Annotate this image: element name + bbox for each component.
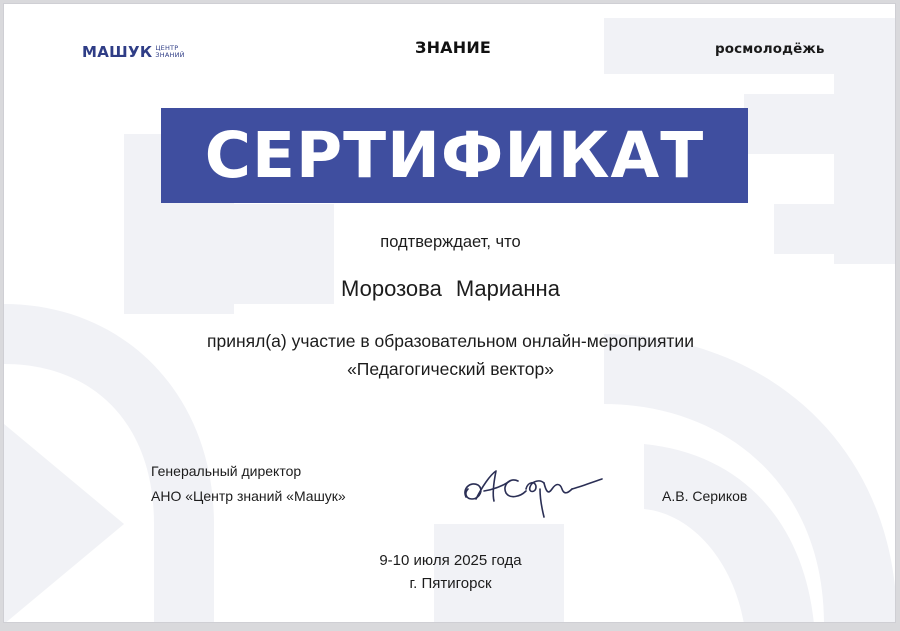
participation-text: принял(а) участие в образовательном онлайн-мероприятии xyxy=(207,331,694,351)
certificate-heading: СЕРТИФИКАТ xyxy=(204,119,705,192)
signatory-name: А.В. Сериков xyxy=(662,488,748,504)
mashuk-logo-subtext xyxy=(155,45,184,59)
certificate-sheet xyxy=(3,3,896,623)
signatory-position-line-2: АНО «Центр знаний «Машук» xyxy=(151,488,346,504)
confirms-text: подтверждает, что xyxy=(380,233,521,251)
handwritten-signature xyxy=(456,459,606,519)
mashuk-logo xyxy=(82,40,185,64)
background-pattern xyxy=(4,4,896,623)
mashuk-logo-subline-2: ЗНАНИЙ xyxy=(155,51,185,59)
znanie-logo: ЗНАНИЕ xyxy=(415,38,492,57)
signatory-position-line-1: Генеральный директор xyxy=(151,463,302,479)
mashuk-logo-text: МАШУК xyxy=(82,43,153,61)
rosmolodezh-logo: росмолодёжь xyxy=(715,41,825,57)
event-dates: 9-10 июля 2025 года xyxy=(379,552,522,569)
event-title: «Педагогический вектор» xyxy=(347,359,554,379)
certificate-banner xyxy=(161,108,748,203)
recipient-given-name: Марианна xyxy=(455,276,560,301)
event-city: г. Пятигорск xyxy=(409,575,492,592)
recipient-surname: Морозова xyxy=(341,276,442,301)
mashuk-logo-subline-1: ЦЕНТР xyxy=(155,44,179,52)
recipient-name xyxy=(4,276,896,302)
